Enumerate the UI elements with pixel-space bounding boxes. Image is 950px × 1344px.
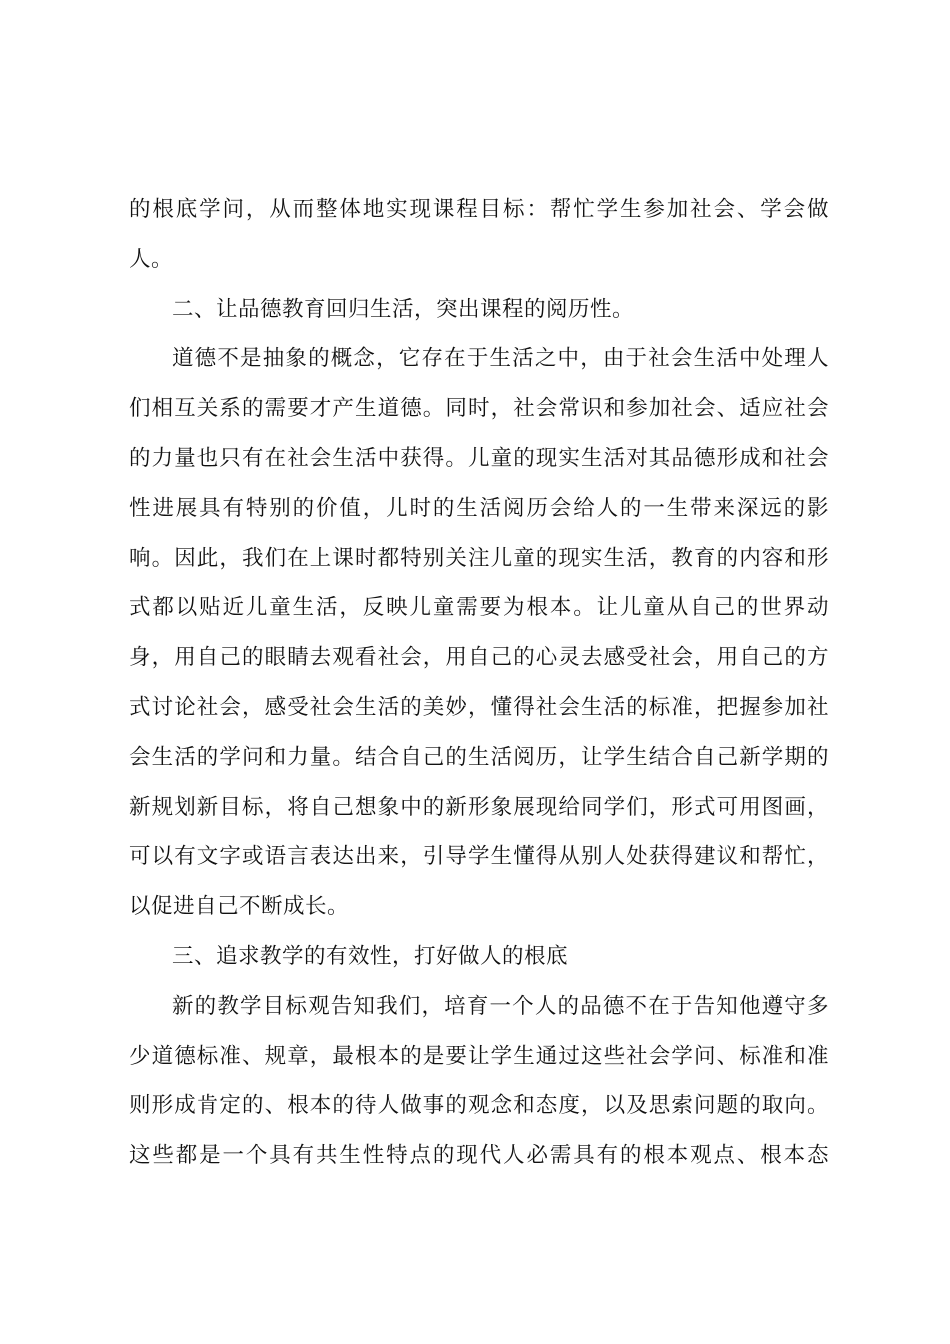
body-text [129,185,829,1181]
text-line: 新规划新目标，将自己想象中的新形象展现给同学们，形式可用图画， [129,794,829,820]
section-heading: 三、追求教学的有效性，打好做人的根底 [172,943,569,969]
text-line: 身，用自己的眼睛去观看社会，用自己的心灵去感受社会，用自己的方 [129,645,829,671]
text-line: 少道德标准、规章，最根本的是要让学生通过这些社会学问、标准和准 [129,1043,829,1069]
section-heading: 二、让品德教育回归生活，突出课程的阅历性。 [172,296,635,322]
text-line: 这些都是一个具有共生性特点的现代人必需具有的根本观点、根本态 [129,1143,829,1169]
text-line: 新的教学目标观告知我们，培育一个人的品德不在于告知他遵守多 [172,993,829,1019]
text-line: 的根底学问，从而整体地实现课程目标：帮忙学生参加社会、学会做 [129,197,829,222]
text-line: 响。因此，我们在上课时都特别关注儿童的现实生活，教育的内容和形 [129,545,829,571]
text-line: 人。 [129,246,174,272]
text-line: 的力量也只有在社会生活中获得。儿童的现实生活对其品德形成和社会 [129,445,829,471]
text-line: 性进展具有特别的价值，儿时的生活阅历会给人的一生带来深远的影 [129,495,829,521]
text-line: 道德不是抽象的概念，它存在于生活之中，由于社会生活中处理人 [172,346,829,372]
text-line: 则形成肯定的、根本的待人做事的观念和态度，以及思索问题的取向。 [129,1093,829,1119]
text-line: 式都以贴近儿童生活，反映儿童需要为根本。让儿童从自己的世界动 [129,595,829,621]
text-line: 可以有文字或语言表达出来，引导学生懂得从别人处获得建议和帮忙， [129,844,829,870]
text-line: 们相互关系的需要才产生道德。同时，社会常识和参加社会、适应社会 [129,396,829,422]
text-line: 会生活的学问和力量。结合自己的生活阅历，让学生结合自己新学期的 [129,744,829,770]
text-line: 以促进自己不断成长。 [129,894,350,920]
text-line: 式讨论社会，感受社会生活的美妙，懂得社会生活的标准，把握参加社 [129,694,829,720]
